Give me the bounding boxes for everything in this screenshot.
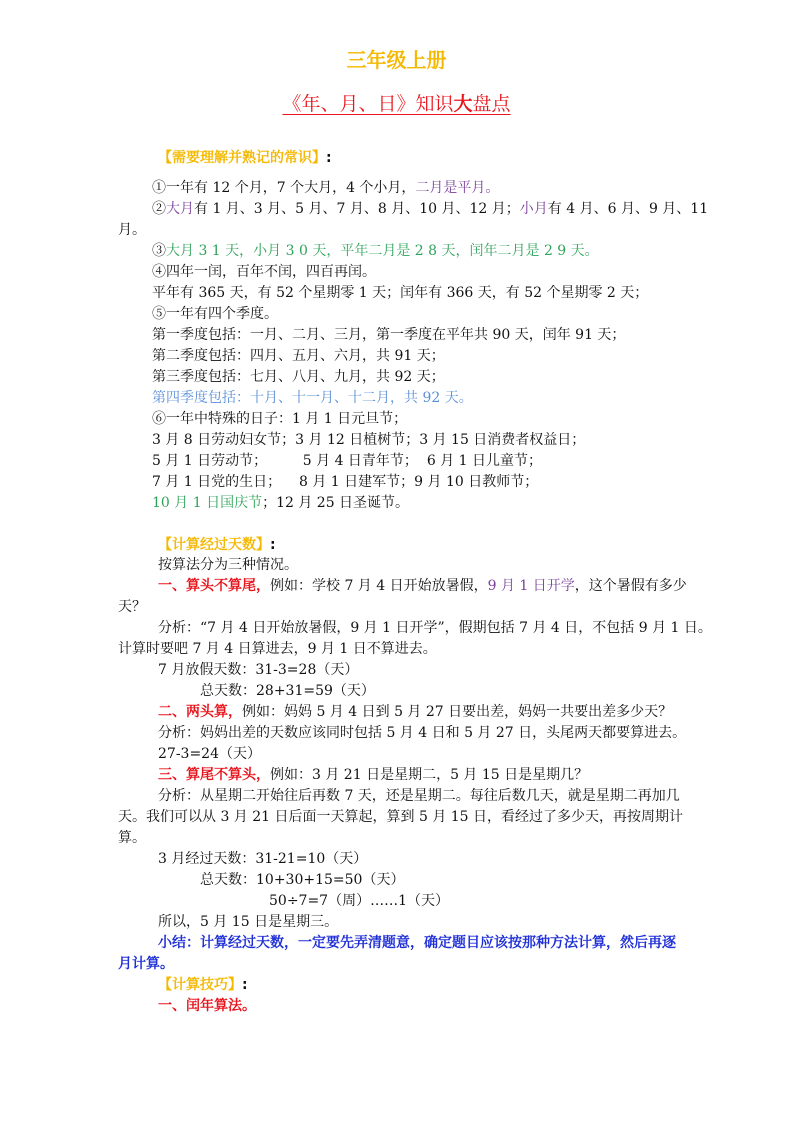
common-line-2-cont: 月。 — [118, 222, 146, 238]
common-line-1: ①一年有 12 个月，7 个大月，4 个小月，二月是平月。 — [152, 180, 500, 196]
common-line-12: 3 月 8 日劳动妇女节；3 月 12 日植树节；3 月 15 日消费者权益日； — [152, 432, 586, 448]
common-line-5: 平年有 365 天，有 52 个星期零 1 天；闰年有 366 天，有 52 个星期零 2 天； — [152, 285, 649, 301]
common-line-3: ③大月 3 1 天，小月 3 0 天，平年二月是 2 8 天，闰年二月是 2 9 天。 — [152, 243, 599, 259]
calc-case-1-formula-2: 总天数：28+31=59（天） — [200, 683, 375, 699]
title-grade: 三年级上册 — [346, 48, 447, 72]
common-line-4: ④四年一闰，百年不闰，四百再闰。 — [152, 264, 376, 280]
calc-summary-2: 月计算。 — [118, 956, 174, 972]
heading-tips: 【计算技巧】: — [158, 977, 248, 993]
calc-case-1: 一、算头不算尾，例如：学校 7 月 4 日开始放暑假，9 月 1 日开学，这个暑假有多少 — [158, 578, 687, 594]
common-line-15: 10 月 1 日国庆节；12 月 25 日圣诞节。 — [152, 495, 410, 511]
common-line-2: ②大月有 1 月、3 月、5 月、7 月、8 月、10 月、12 月；小月有 4 月、6 月、9 月、11 — [152, 201, 709, 217]
common-line-7: 第一季度包括：一月、二月、三月，第一季度在平年共 90 天，闰年 91 天； — [152, 327, 626, 343]
title-main-post: 盘点 — [472, 93, 511, 115]
calc-case-1-analysis-2: 计算时要吧 7 月 4 日算进去，9 月 1 日不算进去。 — [118, 641, 437, 657]
calc-case-1-analysis-1: 分析：“7 月 4 日开始放暑假，9 月 1 日开学”，假期包括 7 月 4 日，不包括 9 月 1 日。 — [158, 620, 712, 636]
calc-case-3-formula-2: 总天数：10+30+15=50（天） — [200, 872, 405, 888]
common-line-9: 第三季度包括：七月、八月、九月，共 92 天； — [152, 369, 445, 385]
common-line-6: ⑤一年有四个季度。 — [152, 306, 278, 322]
calc-case-3-conclusion: 所以，5 月 15 日是星期三。 — [158, 914, 339, 930]
calc-case-3: 三、算尾不算头，例如：3 月 21 日是星期二，5 月 15 日是星期几？ — [158, 767, 589, 783]
calc-case-1-cont: 天？ — [118, 599, 146, 615]
common-line-11: ⑥一年中特殊的日子：1 月 1 日元旦节； — [152, 411, 408, 427]
calc-case-3-analysis-1: 分析：从星期二开始往后再数 7 天，还是星期二。每往后数几天，就是星期二再加几 — [158, 788, 680, 804]
calc-case-2-analysis: 分析：妈妈出差的天数应该同时包括 5 月 4 日和 5 月 27 日，头尾两天都要算进去。 — [158, 725, 687, 741]
tips-item-1: 一、闰年算法。 — [158, 998, 256, 1014]
calc-case-3-analysis-2: 天。我们可以从 3 月 21 日后面一天算起，算到 5 月 15 日，看经过了多少天，再按周期计 — [118, 809, 684, 825]
calc-case-1-formula-1: 7 月放假天数：31-3=28（天） — [158, 662, 359, 678]
common-line-8: 第二季度包括：四月、五月、六月，共 91 天； — [152, 348, 445, 364]
calc-case-3-formula-3: 50÷7=7（周）……1（天） — [269, 893, 449, 909]
title-main-big: 大 — [453, 93, 473, 115]
common-line-14: 7 月 1 日党的生日； 8 月 1 日建军节；9 月 10 日教师节； — [152, 474, 539, 490]
title-main — [0, 89, 793, 116]
calc-case-3-formula-1: 3 月经过天数：31-21=10（天） — [158, 851, 368, 867]
calc-case-2: 二、两头算，例如：妈妈 5 月 4 日到 5 月 27 日要出差，妈妈一共要出差多少天？ — [158, 704, 673, 720]
heading-common: 【需要理解并熟记的常识】: — [158, 150, 332, 166]
calc-summary-1: 小结：计算经过天数，一定要先弄清题意，确定题目应该按那种方法计算，然后再逐 — [158, 935, 676, 951]
common-line-10: 第四季度包括：十月、十一月、十二月，共 92 天。 — [152, 390, 473, 406]
calc-intro: 按算法分为三种情况。 — [158, 557, 298, 573]
heading-calc: 【计算经过天数】: — [158, 537, 276, 553]
calc-case-3-analysis-3: 算。 — [118, 830, 146, 846]
calc-case-2-formula: 27-3=24（天） — [158, 746, 261, 762]
title-main-pre: 《年、月、日》知识 — [282, 93, 454, 115]
common-line-13: 5 月 1 日劳动节； 5 月 4 日青年节； 6 月 1 日儿童节； — [152, 453, 542, 469]
